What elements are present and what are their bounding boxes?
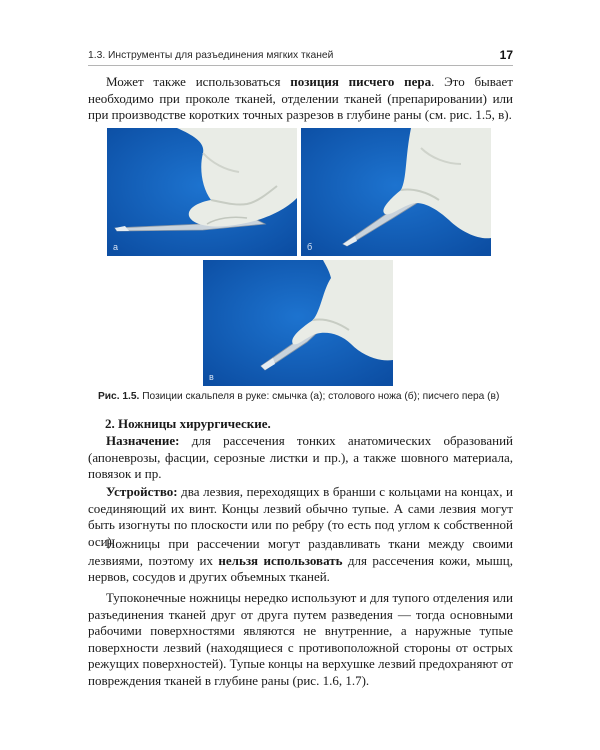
page-number: 17 — [499, 48, 513, 62]
running-title: 1.3. Инструменты для разъединения мягких тканей — [88, 50, 334, 61]
caution-text-end: для рассечения кожи, мышц, нервов, сосудов и других объемных тканей. — [88, 552, 514, 584]
purpose-label: Назначение: — [106, 433, 180, 448]
hand-scalpel-image-a — [107, 128, 297, 256]
purpose-text: для рассечения тонких анатомических образований (апоневрозы, фасции, серозные листки и пр.), а также шовного материала, повязок и пр. — [88, 433, 513, 481]
figure-number: Рис. 1.5. — [98, 391, 140, 402]
section-heading: 2. Ножницы хирургические. — [105, 416, 271, 431]
photo-label-a: а — [113, 242, 119, 252]
intro-paragraph — [88, 74, 513, 124]
photo-grip-b — [301, 128, 491, 256]
caution-paragraph — [88, 536, 513, 586]
device-label: Устройство: — [106, 484, 178, 499]
intro-text-end: . Это бывает необходимо при проколе тканей, отделении тканей (препарировании) или при производстве коротких точных разрезов в глубине раны (см. рис. 1.5, в). — [88, 74, 513, 122]
photo-grip-c — [203, 260, 393, 386]
blunt-scissors-paragraph: Тупоконечные ножницы нередко используют и для тупого отделения или разъединения тканей друг от друга путем разведения — тогда основными рабочими поверхностями являются не внутренние, а наружные тупые поверхности лезвий (находящиеся с противоположной стороны от острых режущих поверхностей). Тупые концы на верхушке лезвий предохраняют от повреждения тканей в глубине раны (рис. 1.6, 1.7). — [88, 590, 513, 688]
caution-bold-phrase: нельзя использовать — [218, 552, 343, 568]
photo-label-b: б — [307, 242, 313, 252]
hand-scalpel-image-c — [203, 260, 393, 386]
figure-caption-text: Позиции скальпеля в руке: смычка (а); столового ножа (б); писчего пера (в) — [139, 391, 500, 402]
caution-text-start: Ножницы при рассечении могут раздавливать ткани между своими лезвиями, поэтому их — [88, 536, 513, 568]
photo-grip-a — [107, 128, 297, 256]
device-text: два лезвия, переходящих в бранши с кольцами на концах, и соединяющий их винт. Концы лезвий обычно тупые. А сами лезвия могут быть изогнуты по плоскости или по ребру (то есть под углом к собственной оси). — [88, 484, 513, 549]
figure-caption — [98, 391, 518, 402]
intro-text-start: Может также использоваться — [106, 74, 291, 89]
hand-scalpel-image-b — [301, 128, 491, 256]
purpose-paragraph — [88, 433, 513, 483]
running-header — [88, 47, 513, 66]
photo-label-c: в — [209, 372, 214, 382]
intro-bold-term: позиция писчего пера — [290, 74, 432, 89]
